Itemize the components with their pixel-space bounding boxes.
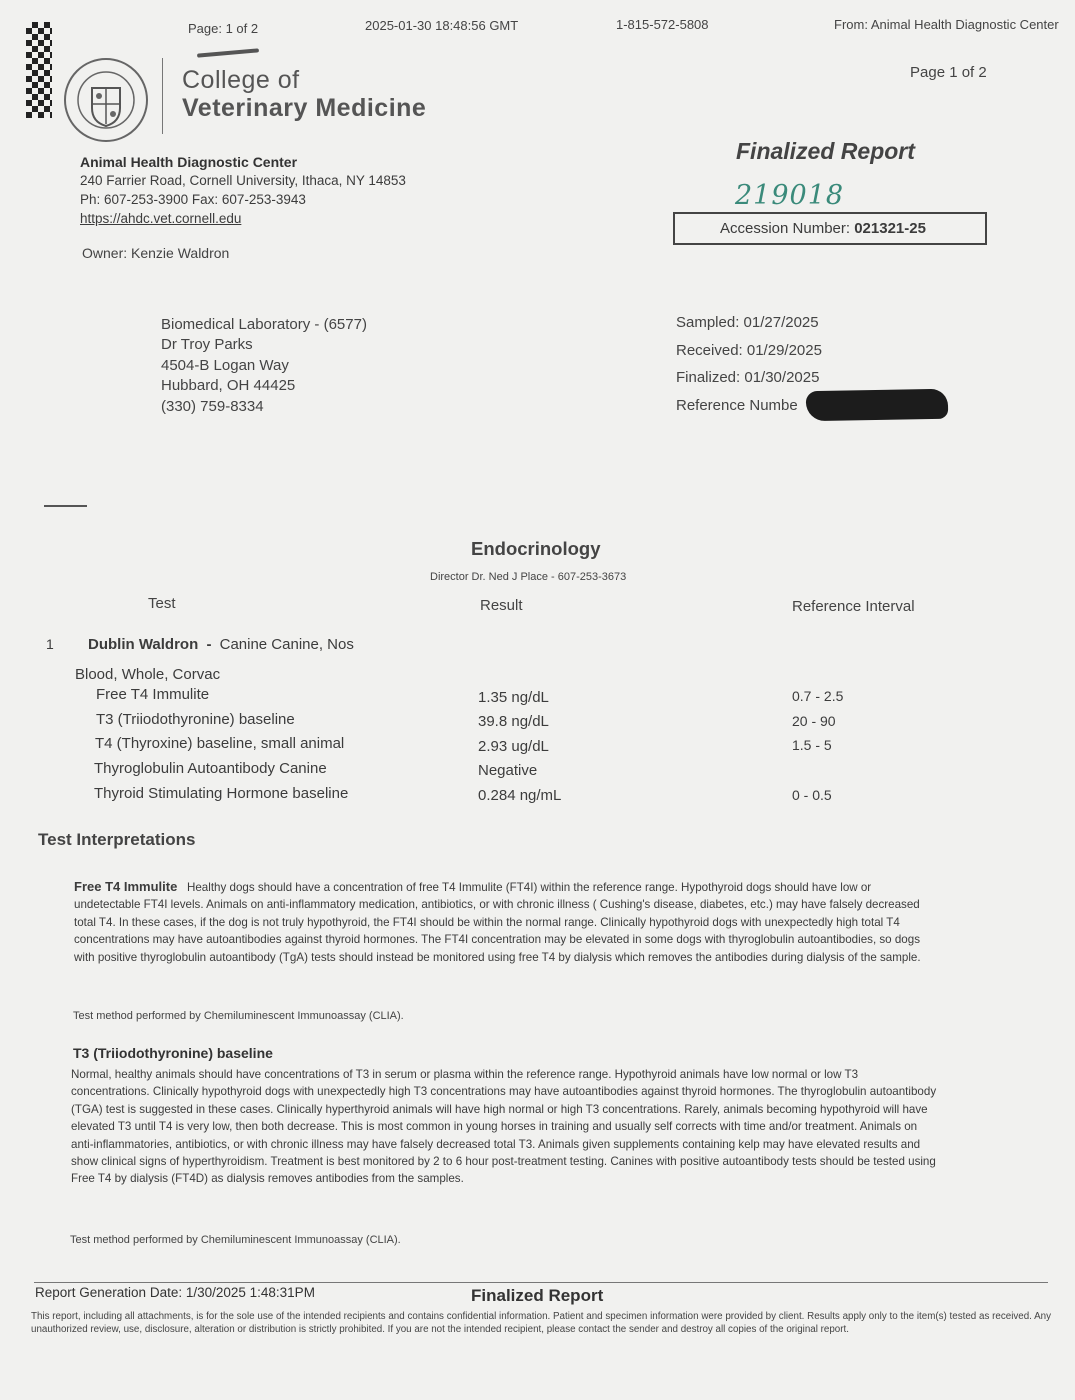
section-title: Endocrinology [471,538,601,559]
client-lab: Biomedical Laboratory - (6577) [161,316,367,333]
client-doctor: Dr Troy Parks [161,336,253,353]
sampled-date: Sampled: 01/27/2025 [676,314,819,331]
handwritten-note: 219018 [735,180,845,211]
column-reference: Reference Interval [792,598,915,615]
result-test-name: Thyroglobulin Autoantibody Canine [94,760,327,777]
accession-label: Accession Number: [720,220,855,237]
result-test-name: T3 (Triiodothyronine) baseline [96,711,295,728]
page-indicator: Page 1 of 2 [910,64,987,81]
finalized-date: Finalized: 01/30/2025 [676,369,820,386]
patient-name: Dublin Waldron [88,636,199,653]
result-value: Negative [478,762,538,779]
result-value: 1.35 ng/dL [478,689,549,706]
footer-rule-top [34,1282,1048,1283]
lab-phone-fax: Ph: 607-253-3900 Fax: 607-253-3943 [80,192,306,207]
patient-species: Canine Canine, Nos [219,636,354,653]
accession-value: 021321-25 [854,220,926,237]
report-generation-date: Report Generation Date: 1/30/2025 1:48:31PM [35,1285,315,1300]
specimen-type: Blood, Whole, Corvac [75,666,221,683]
fax-phone: 1-815-572-5808 [616,17,709,32]
result-test-name: Thyroid Stimulating Hormone baseline [94,785,349,802]
footer-status: Finalized Report [471,1286,604,1305]
result-value: 39.8 ng/dL [478,713,549,730]
result-reference: 1.5 - 5 [792,737,832,753]
logo-divider [162,58,163,134]
result-test-name: Free T4 Immulite [96,686,210,703]
ft4-interpretation [74,878,936,966]
lab-name: Animal Health Diagnostic Center [80,154,298,170]
column-test: Test [148,595,176,612]
fax-from: From: Animal Health Diagnostic Center [834,17,1059,32]
reference-number-label: Reference Numbe [676,397,798,414]
college-name-line1: College of [182,66,300,94]
confidentiality-disclaimer: This report, including all attachments, is for the sole use of the intended recipients and contains confidential information. Patient and specimen information were provided by client. Results apply only to the item(s) tested as received. Any unauthorized review, use, disclosure, alteration or distribution is strictly prohibited. If you are not the intended recipient, please contact the sender and destroy all copies of the original report. [31,1311,1051,1336]
lab-website-link[interactable]: https://ahdc.vet.cornell.edu [80,211,242,226]
accession-number [720,220,926,237]
ft4-method: Test method performed by Chemiluminescent Immunoassay (CLIA). [73,1010,404,1022]
result-value: 0.284 ng/mL [478,787,562,804]
client-city: Hubbard, OH 44425 [161,377,296,394]
received-date: Received: 01/29/2025 [676,342,822,359]
result-reference: 0 - 0.5 [792,787,832,803]
client-street: 4504-B Logan Way [161,357,289,374]
patient-dash: - [206,636,212,653]
fax-datetime: 2025-01-30 18:48:56 GMT [365,18,519,33]
report-status-title: Finalized Report [736,138,915,164]
t3-title: T3 (Triiodothyronine) baseline [73,1045,273,1061]
interpretations-title: Test Interpretations [38,830,196,849]
redaction-mark [806,389,949,421]
fax-checker-mark [26,22,52,118]
t3-method: Test method performed by Chemiluminescent Immunoassay (CLIA). [70,1234,401,1246]
college-name-line2: Veterinary Medicine [182,94,427,122]
client-phone: (330) 759-8334 [161,398,264,415]
result-value: 2.93 ug/dL [478,738,549,755]
result-reference: 20 - 90 [792,713,836,729]
ft4-title: Free T4 Immulite [74,879,178,894]
result-test-name: T4 (Thyroxine) baseline, small animal [95,735,345,752]
column-result: Result [480,597,523,614]
patient-number: 1 [46,636,54,652]
lab-address: 240 Farrier Road, Cornell University, Ithaca, NY 14853 [80,173,406,188]
section-director: Director Dr. Ned J Place - 607-253-3673 [430,571,627,583]
pen-mark [197,48,259,57]
patient-line [88,636,354,653]
separator-mark [44,505,87,507]
fax-page: Page: 1 of 2 [188,21,259,36]
ft4-text: Healthy dogs should have a concentration of free T4 Immulite (FT4I) within the reference range. Hypothyroid dogs should have low or undetectable FT4I levels. Animals on anti-inflammatory medication, antibiotics, or with chronic illness ( Cushing's disease, diabetes, etc.) may have falsely decreased total T4. In these cases, if the dog is not truly hypothyroid, the FT4I should be within the normal range. Clinically hypothyroid dogs with unexpectedly high total T4 concentrations may have autoantibodies against thyroid hormones. The FT4I concentration may be elevated in some dogs with thyroglobulin autoantibodies, so dogs with positive thyroglobulin autoantibody (TgA) tests should instead be monitored using free T4 by dialysis which removes the antibodies during dialysis of the sample. [74,881,921,964]
t3-text: Normal, healthy animals should have concentrations of T3 in serum or plasma within the reference range. Hypothyroid animals have low normal or low T3 concentrations. Clinically hypothyroid dogs with unexpectedly high T3 concentrations may have autoantibodies against thyroid hormones. The thyroglobulin autoantibody (TGA) test is suggested in these cases. Clinically hyperthyroid animals will have high normal or high T3 concentrations. Rarely, animals becoming hypothyroid will have elevated T3 until T4 is very low, then both decrease. This is most common in young horses in training and usually self corrects with time and/or treatment. Animals on anti-inflammatories, antibiotics, or with chronic illness may have falsely decreased total T3. Animals given supplements containing kelp may have elevated results and show clinical signs of hyperthyroidism. Treatment is best monitored by 2 to 6 hour post-treatment testing. Canines with positive autoantibody tests should be tested using Free T4 by dialysis (FT4D) as dialysis removes antibodies from the samples. [71,1068,937,1186]
result-reference: 0.7 - 2.5 [792,688,844,704]
owner-name: Owner: Kenzie Waldron [82,245,230,261]
cornell-seal-logo [62,56,150,144]
